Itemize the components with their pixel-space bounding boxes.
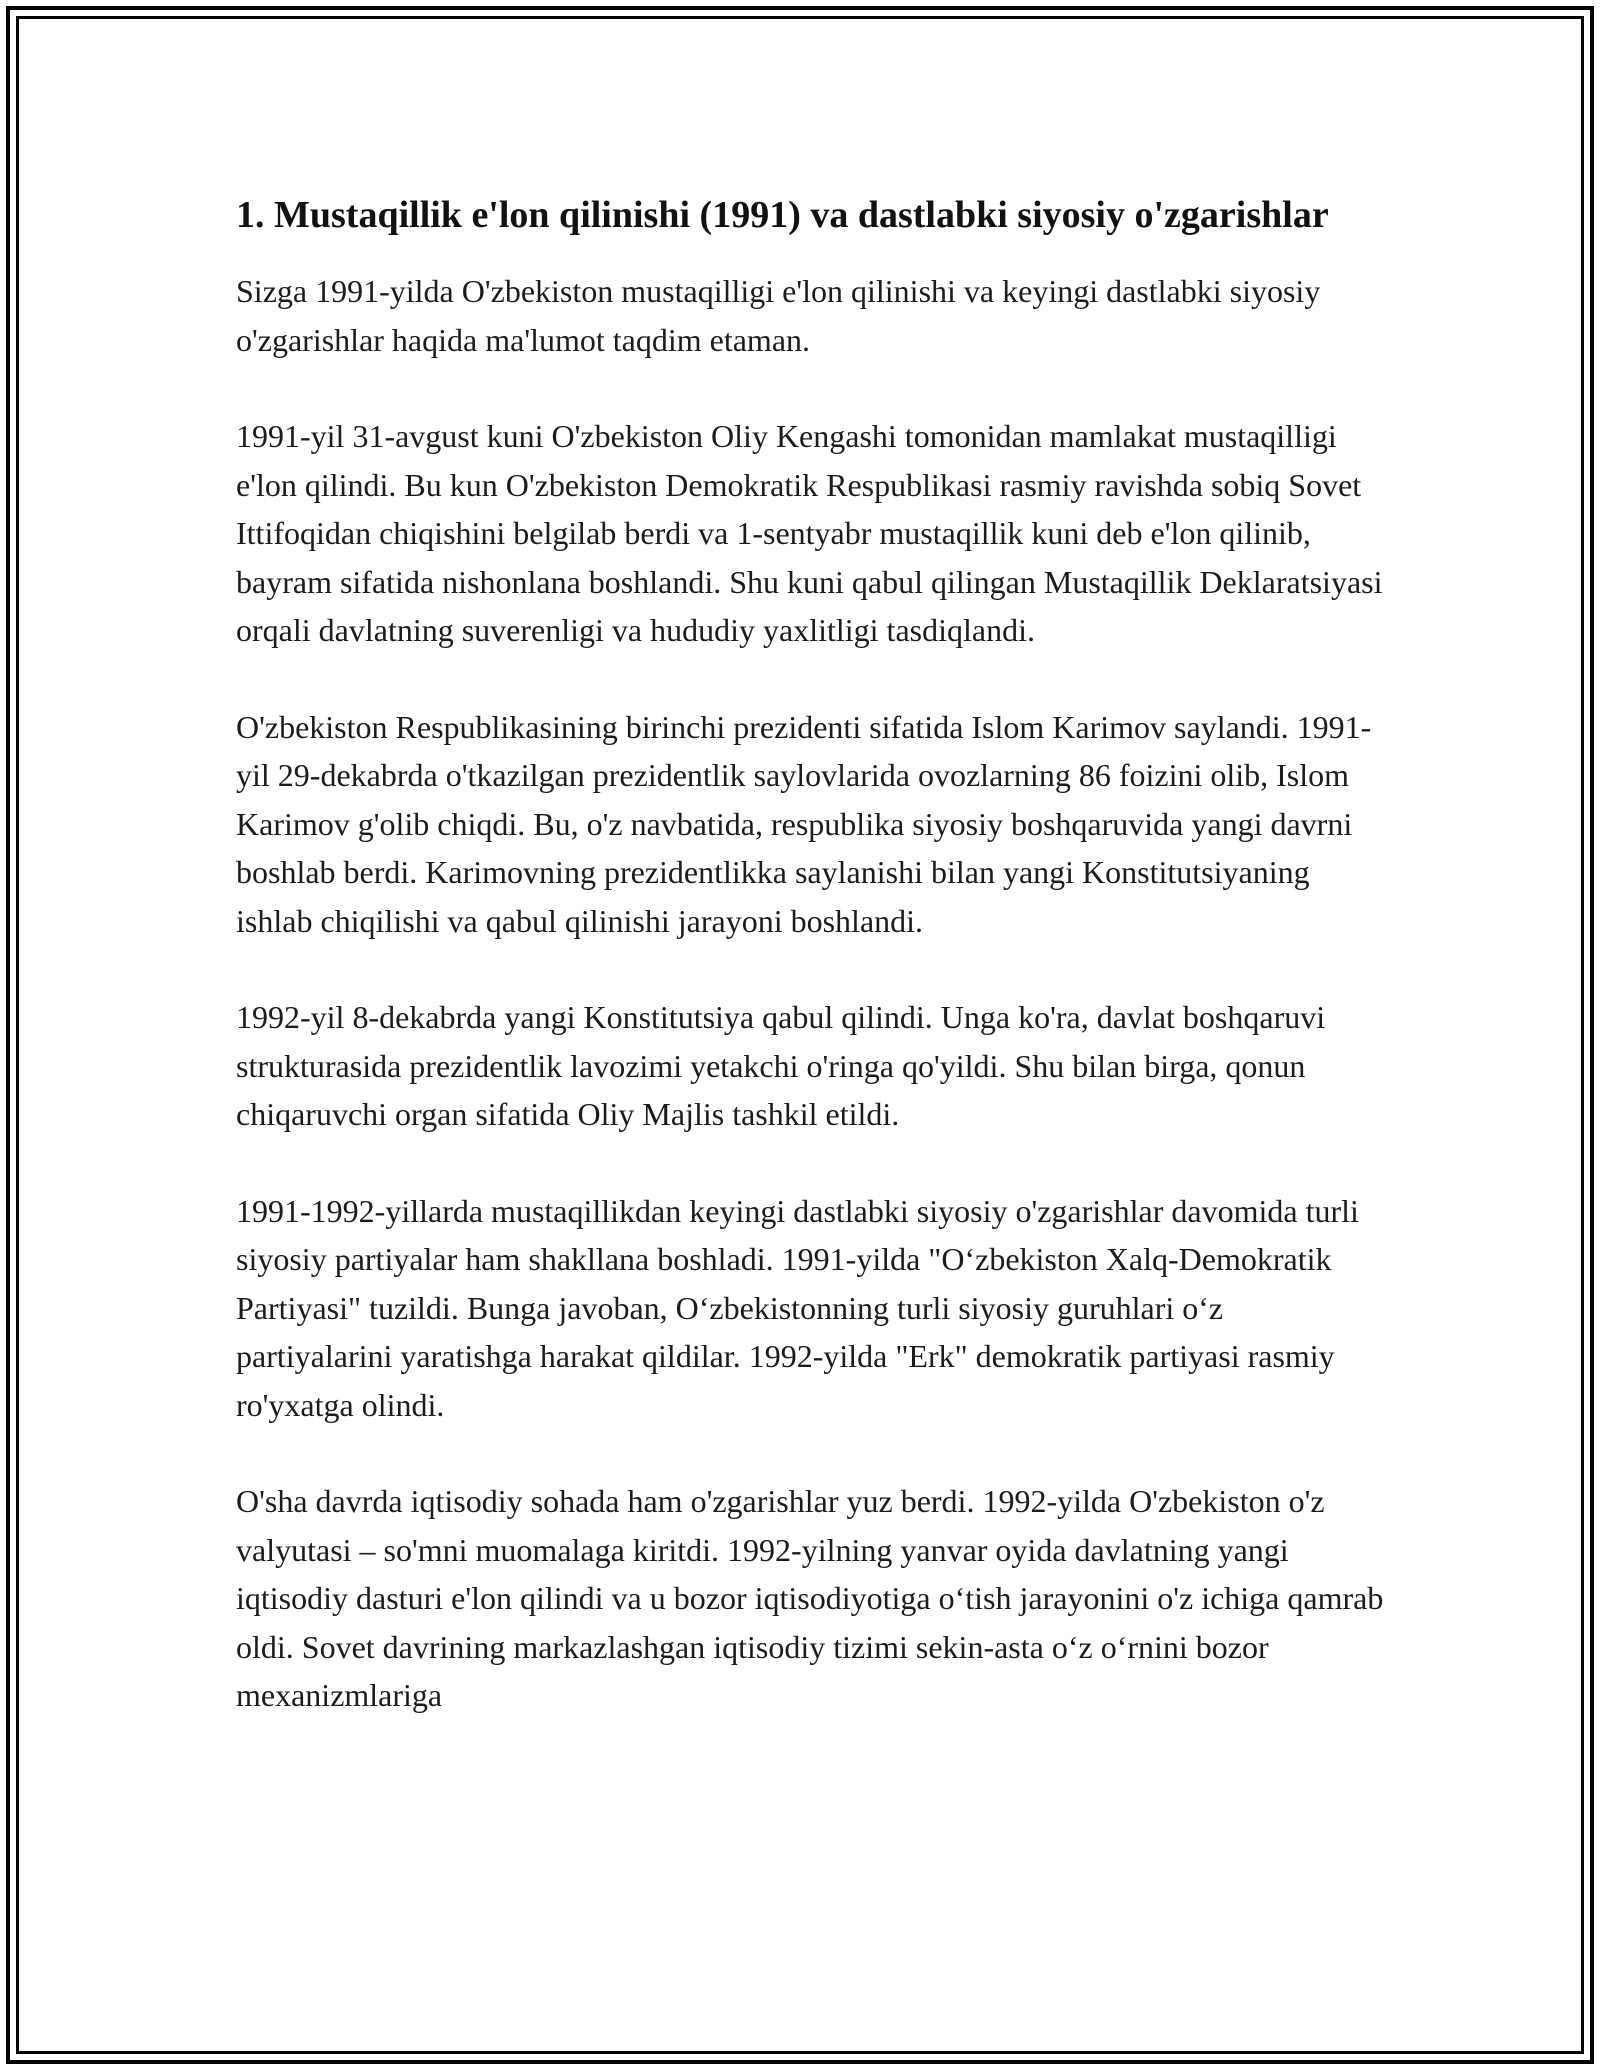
paragraph-first-president: O'zbekiston Respublikasining birinchi prezidenti sifatida Islom Karimov saylandi. 1991-yil 29-dekabrda o'tkazilgan prezidentlik saylovlarida ovozlarning 86 foizini olib, Islom Karimov g'olib chiqdi. Bu, o'z navbatida, respublika siyosiy boshqaruvida yangi davrni boshlab berdi. Karimovning prezidentlikka saylanishi bilan yangi Konstitutsiyaning ishlab chiqilishi va qabul qilinishi jarayoni boshlandi. xyxy=(236,708,1372,939)
paragraph-intro: Sizga 1991-yilda O'zbekiston mustaqilligi e'lon qilinishi va keyingi dastlabki siyosiy o'zgarishlar haqida ma'lumot taqdim etaman. xyxy=(236,273,1321,358)
paragraph-constitution: 1992-yil 8-dekabrda yangi Konstitutsiya qabul qilindi. Unga ko'ra, davlat boshqaruvi strukturasida prezidentlik lavozimi yetakchi o'ringa qo'yildi. Shu bilan birga, qonun chiqaruvchi organ sifatida Oliy Majlis tashkil etildi. xyxy=(236,999,1326,1132)
section-heading: 1. Mustaqillik e'lon qilinishi (1991) va dastlabki siyosiy o'zgarishlar xyxy=(236,194,1329,236)
paragraph-independence-declaration: 1991-yil 31-avgust kuni O'zbekiston Oliy Kengashi tomonidan mamlakat mustaqilligi e'lon qilindi. Bu kun O'zbekiston Demokratik Respublikasi rasmiy ravishda sobiq Sovet Ittifoqidan chiqishini belgilab berdi va 1-sentyabr mustaqillik kuni deb e'lon qilinib, bayram sifatida nishonlana boshlandi. Shu kuni qabul qilingan Mustaqillik Deklaratsiyasi orqali davlatning suverenligi va hududiy yaxlitligi tasdiqlandi. xyxy=(236,418,1383,648)
paragraph-political-parties: 1991-1992-yillarda mustaqillikdan keyingi dastlabki siyosiy o'zgarishlar davomida turli siyosiy partiyalar ham shakllana boshladi. 1991-yilda "O‘zbekiston Xalq-Demokratik Partiyasi" tuzildi. Bunga javoban, O‘zbekistonning turli siyosiy guruhlari o‘z partiyalarini yaratishga harakat qildilar. 1992-yilda "Erk" demokratik partiyasi rasmiy ro'yxatga olindi. xyxy=(236,1192,1359,1423)
paragraph-economic-changes: O'sha davrda iqtisodiy sohada ham o'zgarishlar yuz berdi. 1992-yilda O'zbekiston o'z valyutasi – so'mni muomalaga kiritdi. 1992-yilning yanvar oyida davlatning yangi iqtisodiy dasturi e'lon qilindi va u bozor iqtisodiyotiga o‘tish jarayonini o'z ichiga qamrab oldi. Sovet davrining markazlashgan iqtisodiy tizimi sekin-asta o‘z o‘rnini bozor mexanizmlariga xyxy=(236,1483,1384,1713)
document-body xyxy=(236,188,1386,1768)
